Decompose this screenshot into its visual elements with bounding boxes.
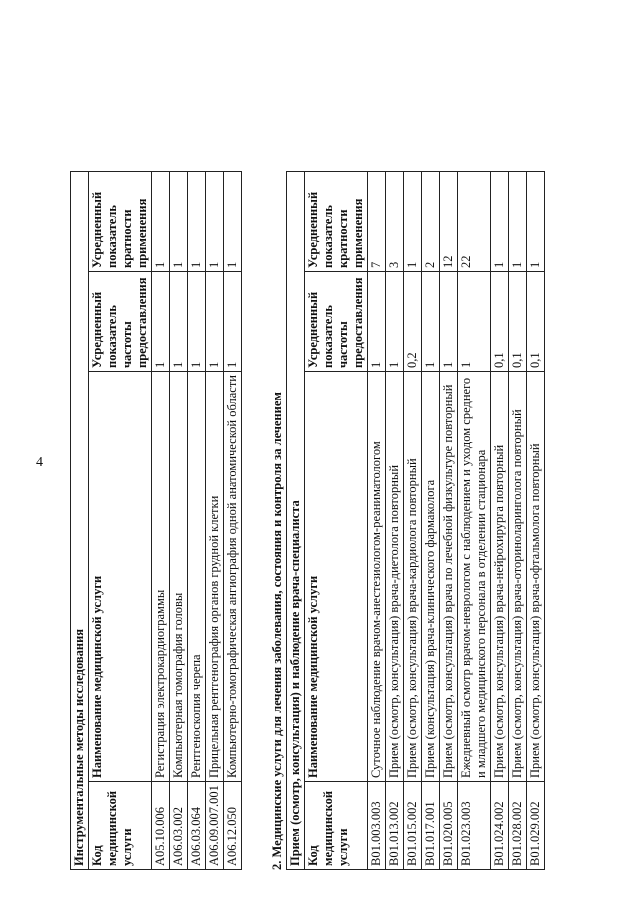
service-code: A06.09.007.001 (206, 782, 224, 870)
service-code: B01.024.002 (491, 782, 509, 870)
frequency-value: 0,1 (527, 272, 545, 372)
table-row (224, 171, 242, 869)
service-code: A06.03.064 (188, 782, 206, 870)
header-frequency: Усредненный показатель частоты предоставления (89, 272, 152, 372)
service-code: B01.023.003 (458, 782, 491, 870)
multiplicity-value: 1 (527, 171, 545, 271)
multiplicity-value: 1 (152, 171, 170, 271)
frequency-value: 1 (458, 272, 491, 372)
table-caption: Прием (осмотр, консультация) и наблюдение врача-специалиста (287, 171, 305, 869)
service-name: Прием (осмотр, консультация) врача-нейрохирурга повторный (491, 372, 509, 782)
multiplicity-value: 1 (188, 171, 206, 271)
frequency-value: 1 (206, 272, 224, 372)
service-code: A06.03.002 (170, 782, 188, 870)
table-row (527, 171, 545, 869)
service-code: B01.017.001 (422, 782, 440, 870)
table-row (170, 171, 188, 869)
service-name: Рентгеноскопия черепа (188, 372, 206, 782)
service-code: B01.015.002 (404, 782, 422, 870)
header-code: Код медицинской услуги (305, 782, 368, 870)
table-row (458, 171, 491, 869)
header-multiplicity: Усредненный показатель кратности применения (305, 171, 368, 271)
frequency-value: 0,1 (509, 272, 527, 372)
header-code: Код медицинской услуги (89, 782, 152, 870)
service-name: Компьютерная томография головы (170, 372, 188, 782)
frequency-value: 1 (188, 272, 206, 372)
service-name: Компьютерно-томографическая ангиография одной анатомической области (224, 372, 242, 782)
service-code: B01.028.002 (509, 782, 527, 870)
table-row (491, 171, 509, 869)
specialist-consultation-table (286, 171, 545, 870)
frequency-value: 0,1 (491, 272, 509, 372)
service-name: Прием (осмотр, консультация) врача-диетолога повторный (386, 372, 404, 782)
multiplicity-value: 3 (386, 171, 404, 271)
frequency-value: 0,2 (404, 272, 422, 372)
header-multiplicity: Усредненный показатель кратности применения (89, 171, 152, 271)
service-name: Прием (осмотр, консультация) врача-офтальмолога повторный (527, 372, 545, 782)
multiplicity-value: 12 (440, 171, 458, 271)
table-row (368, 171, 386, 869)
multiplicity-value: 1 (224, 171, 242, 271)
table-row (188, 171, 206, 869)
service-name: Прием (осмотр, консультация) врача-оториноларинголога повторный (509, 372, 527, 782)
service-name: Прием (осмотр, консультация) врача-кардиолога повторный (404, 372, 422, 782)
multiplicity-value: 2 (422, 171, 440, 271)
service-name: Суточное наблюдение врачом-анестезиологом-реаниматологом (368, 372, 386, 782)
table-row (206, 171, 224, 869)
header-name: Наименование медицинской услуги (305, 372, 368, 782)
service-name: Прицельная рентгенография органов грудной клетки (206, 372, 224, 782)
table-row (440, 171, 458, 869)
service-name: Прием (осмотр, консультация) врача по лечебной физкультуре повторный (440, 372, 458, 782)
multiplicity-value: 1 (404, 171, 422, 271)
table-row (509, 171, 527, 869)
table-header-row (305, 171, 368, 869)
header-name: Наименование медицинской услуги (89, 372, 152, 782)
frequency-value: 1 (152, 272, 170, 372)
service-name: Ежедневный осмотр врачом-неврологом с наблюдением и уходом среднего и младшего медицинского персонала в отделении стационара (458, 372, 491, 782)
service-name: Регистрация электрокардиограммы (152, 372, 170, 782)
multiplicity-value: 22 (458, 171, 491, 271)
frequency-value: 1 (368, 272, 386, 372)
service-code: B01.020.005 (440, 782, 458, 870)
multiplicity-value: 1 (491, 171, 509, 271)
section-title: 2. Медицинские услуги для лечения заболевания, состояния и контроля за лечением (270, 392, 284, 870)
header-frequency: Усредненный показатель частоты предоставления (305, 272, 368, 372)
table-row (404, 171, 422, 869)
service-name: Прием (консультация) врача-клинического фармаколога (422, 372, 440, 782)
service-code: B01.003.003 (368, 782, 386, 870)
service-code: A06.12.050 (224, 782, 242, 870)
table-row (152, 171, 170, 869)
multiplicity-value: 1 (509, 171, 527, 271)
rotated-page-content (70, 40, 630, 880)
table-row (422, 171, 440, 869)
service-code: B01.013.002 (386, 782, 404, 870)
multiplicity-value: 7 (368, 171, 386, 271)
multiplicity-value: 1 (206, 171, 224, 271)
page-number: 4 (36, 455, 43, 470)
service-code: B01.029.002 (527, 782, 545, 870)
table-row (386, 171, 404, 869)
service-code: A05.10.006 (152, 782, 170, 870)
frequency-value: 1 (440, 272, 458, 372)
frequency-value: 1 (170, 272, 188, 372)
frequency-value: 1 (224, 272, 242, 372)
table-caption: Инструментальные методы исследования (71, 171, 89, 869)
frequency-value: 1 (386, 272, 404, 372)
frequency-value: 1 (422, 272, 440, 372)
multiplicity-value: 1 (170, 171, 188, 271)
instrumental-methods-table (70, 171, 242, 870)
table-header-row (89, 171, 152, 869)
